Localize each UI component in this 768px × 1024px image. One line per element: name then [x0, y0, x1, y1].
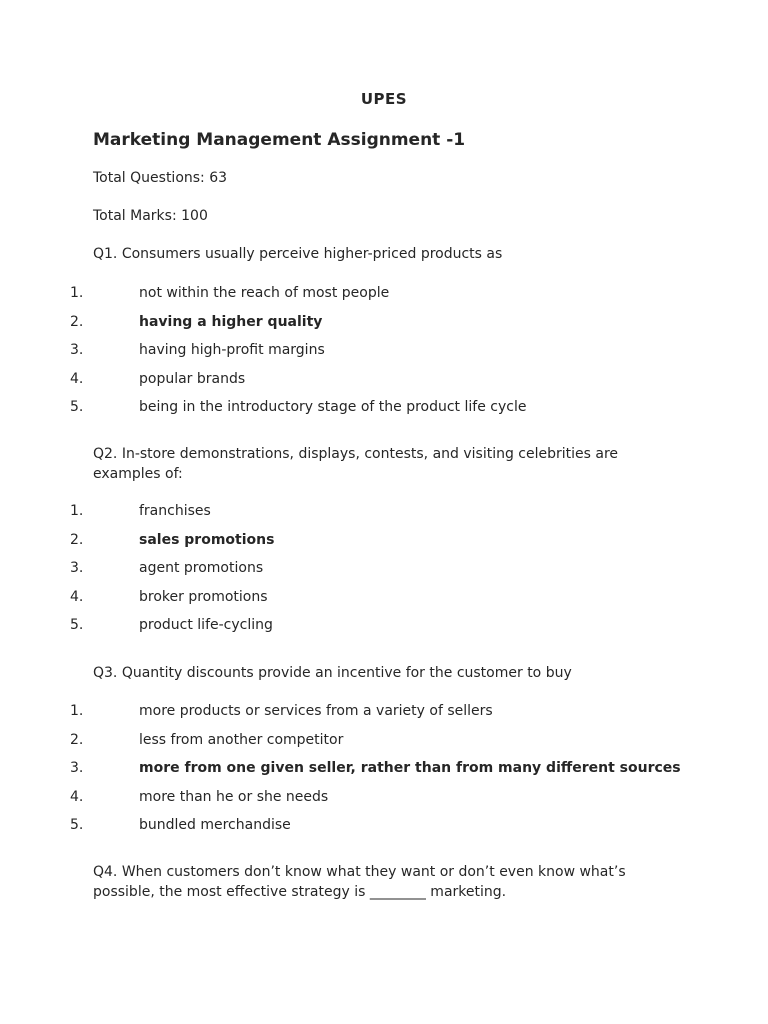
option: 4. broker promotions	[70, 588, 268, 605]
question-2-options	[0, 501, 768, 644]
question-1-options	[0, 283, 768, 426]
option: 5. bundled merchandise	[70, 817, 291, 834]
option: 1. not within the reach of most people	[70, 285, 390, 301]
organization-name	[0, 90, 768, 108]
option: 1. franchises	[70, 503, 211, 519]
total-questions: Total Questions: 63	[93, 170, 228, 186]
question-3-options	[0, 701, 768, 844]
question-2: Q2. In-store demonstrations, displays, contests, and visiting celebrities are examples of:	[93, 446, 619, 482]
option: 2. less from another competitor	[70, 731, 344, 748]
option: 1. more products or services from a variety of sellers	[70, 703, 493, 719]
option: 4. popular brands	[70, 370, 246, 387]
option: 3. having high-profit margins	[70, 342, 325, 359]
option: 5. product life-cycling	[70, 617, 273, 634]
option-correct: 2. sales promotions	[70, 531, 275, 548]
option: 4. more than he or she needs	[70, 788, 329, 805]
question-1: Q1. Consumers usually perceive higher-priced products as	[93, 246, 503, 262]
document-title: Marketing Management Assignment -1	[93, 130, 466, 150]
question-4: Q4. When customers don’t know what they want or don’t even know what’s possible, the most effective strategy is ________ marketing.	[93, 864, 626, 900]
organization-name-text: UPES	[360, 90, 408, 108]
option: 5. being in the introductory stage of the product life cycle	[70, 399, 527, 416]
option-correct: 3. more from one given seller, rather than from many different sources	[70, 760, 681, 777]
option-correct: 2. having a higher quality	[70, 313, 323, 330]
question-3: Q3. Quantity discounts provide an incentive for the customer to buy	[93, 665, 572, 681]
total-marks: Total Marks: 100	[93, 208, 208, 224]
option: 3. agent promotions	[70, 560, 264, 577]
